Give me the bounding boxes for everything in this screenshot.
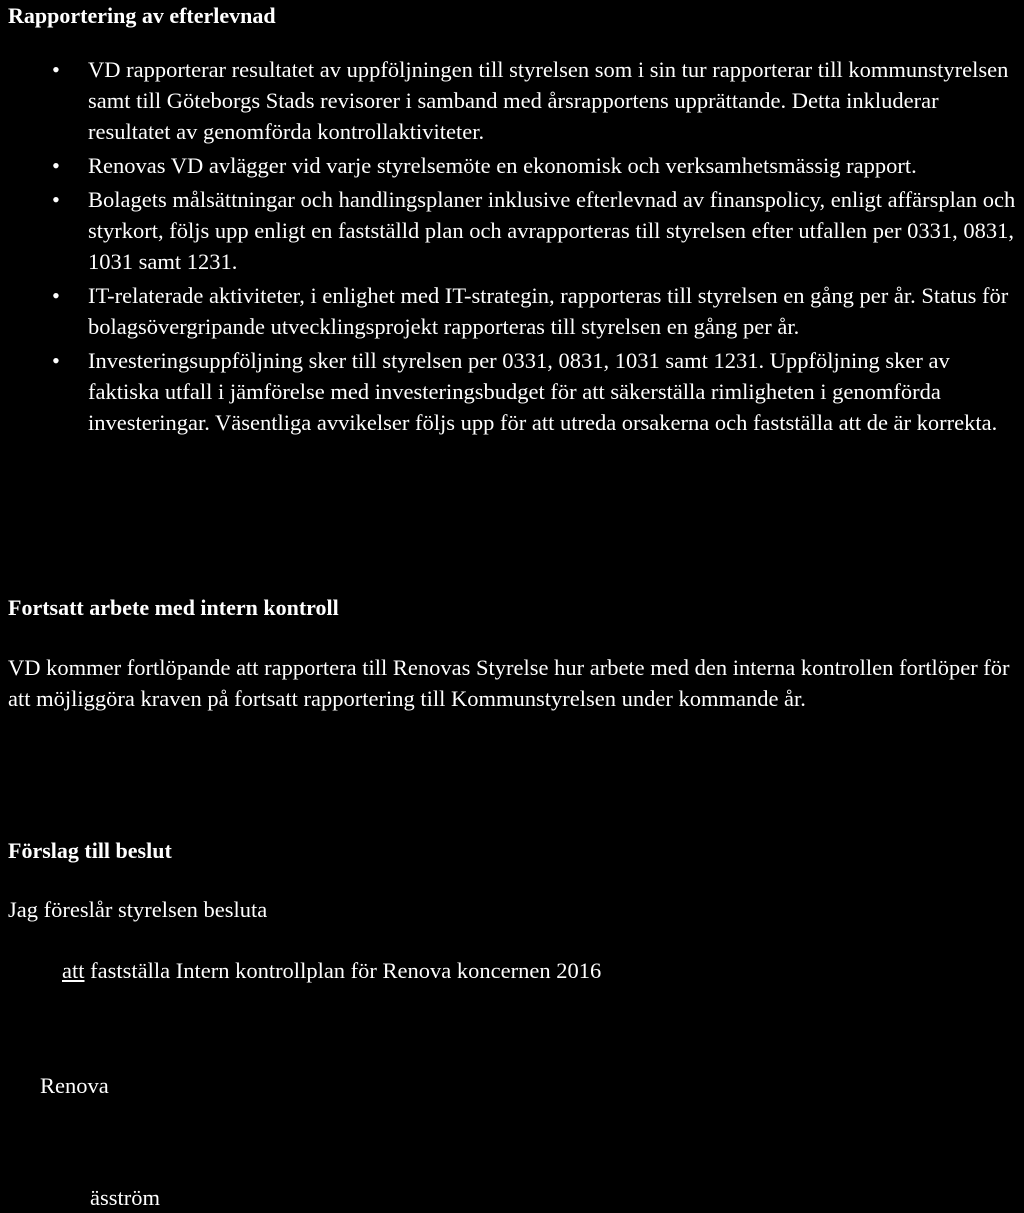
bullet-icon: • <box>52 187 60 212</box>
decision-att: att <box>62 958 85 983</box>
heading-rapportering: Rapportering av efterlevnad <box>8 3 276 28</box>
bullet-icon: • <box>52 283 60 308</box>
bullet-icon: • <box>52 348 60 373</box>
bullet-icon: • <box>52 57 60 82</box>
decision-line <box>62 955 601 986</box>
list-item <box>0 280 1024 342</box>
bullet-text: Bolagets målsättningar och handlingsplaner inklusive efterlevnad av finanspolicy, enligt affärsplan och styrkort, följs upp enligt en fastställd plan och avrapporteras till styrelsen efter utfallen per 0331, 0831, 1031 samt 1231. <box>88 187 1016 274</box>
decision-text: fastställa Intern kontrollplan för Renova koncernen 2016 <box>84 958 602 983</box>
bullet-text: Renovas VD avlägger vid varje styrelsemöte en ekonomisk och verksamhetsmässig rapport. <box>88 153 917 178</box>
list-item <box>0 54 1024 147</box>
heading-fortsatt-arbete: Fortsatt arbete med intern kontroll <box>8 595 339 620</box>
list-item <box>0 345 1024 438</box>
signature-name: äsström <box>90 1185 160 1210</box>
list-item <box>0 184 1024 277</box>
continued-body-text: VD kommer fortlöpande att rapportera till Renovas Styrelse hur arbete med den interna kontrollen fortlöper för att möjliggöra kraven på fortsatt rapportering till Kommunstyrelsen under kommande år. <box>8 655 1010 711</box>
bullet-text: VD rapporterar resultatet av uppföljningen till styrelsen som i sin tur rapporterar till kommunstyrelsen samt till Göteborgs Stads revisorer i samband med årsrapportens upprättande. Detta inkluderar resultatet av genomförda kontrollaktiviteter. <box>88 57 1009 144</box>
bullet-text: Investeringsuppföljning sker till styrelsen per 0331, 0831, 1031 samt 1231. Uppföljning sker av faktiska utfall i jämförelse med investeringsbudget för att säkerställa rimligheten i genomförda investeringar. Väsentliga avvikelser följs upp för att utreda orsakerna och fastställa att de är korrekta. <box>88 348 998 435</box>
signature-org: Renova <box>40 1073 109 1098</box>
heading-forslag-till-beslut: Förslag till beslut <box>8 838 172 863</box>
bullet-text: IT-relaterade aktiviteter, i enlighet med IT-strategin, rapporteras till styrelsen en gång per år. Status för bolagsövergripande utvecklingsprojekt rapporteras till styrelsen en gång per år. <box>88 283 1009 339</box>
bullet-icon: • <box>52 153 60 178</box>
list-item <box>0 150 1024 181</box>
reporting-bullet-list <box>0 54 1024 441</box>
proposal-intro: Jag föreslår styrelsen besluta <box>8 897 268 922</box>
